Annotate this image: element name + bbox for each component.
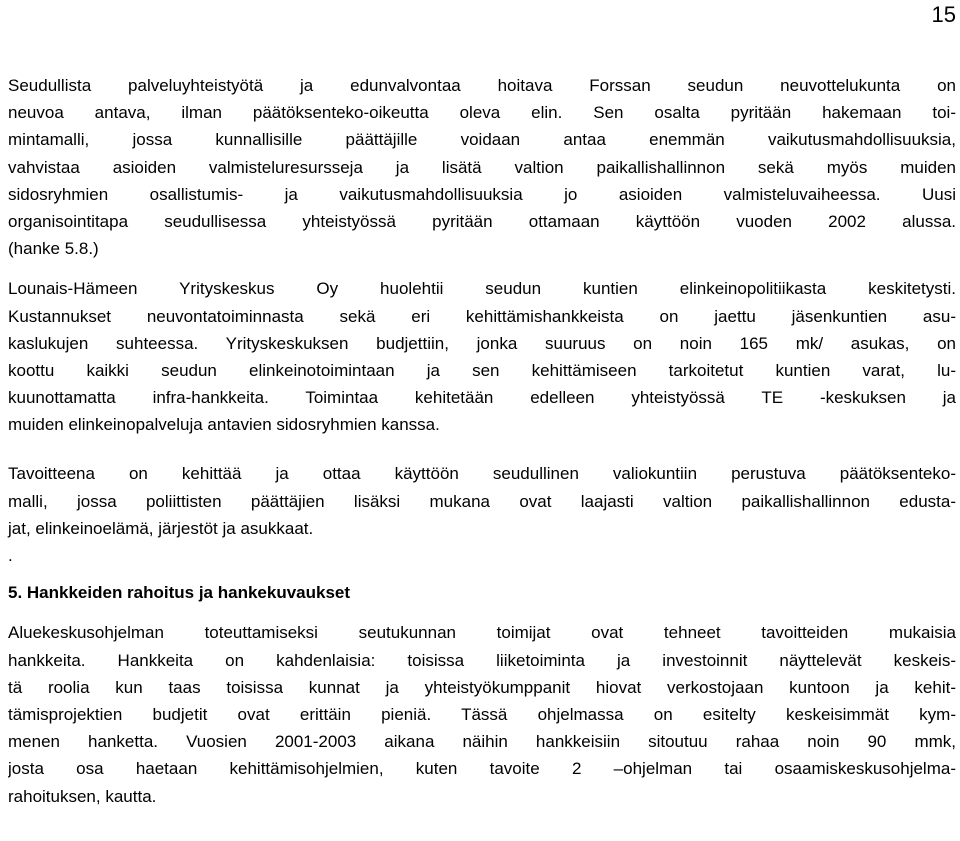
- paragraph-tavoitteena: [8, 460, 956, 569]
- text-line: mintamalli, jossa kunnallisille päättäjille voidaan antaa enemmän vaikutusmahdollisuuksia,: [8, 130, 956, 150]
- document-body: [8, 72, 956, 810]
- text-line: neuvoa antava, ilman päätöksenteko-oikeutta oleva elin. Sen osalta pyritään hakemaan toi-: [8, 103, 956, 123]
- text-line: kaslukujen suhteessa. Yrityskeskuksen budjettiin, jonka suuruus on noin 165 mk/ asukas, on: [8, 333, 956, 353]
- section-heading-block: [8, 579, 956, 606]
- text-line: jat, elinkeinoelämä, järjestöt ja asukkaat.: [8, 518, 314, 538]
- text-line: koottu kaikki seudun elinkeinotoimintaan ja sen kehittämiseen tarkoitetut kuntien varat, lu-: [8, 360, 956, 380]
- section-heading: 5. Hankkeiden rahoitus ja hankekuvaukset: [8, 583, 351, 603]
- text-line: Lounais-Hämeen Yrityskeskus Oy huolehtii seudun kuntien elinkeinopolitiikasta keskitetysti.: [8, 279, 956, 299]
- text-line: muiden elinkeinopalveluja antavien sidosryhmien kanssa.: [8, 415, 440, 435]
- paragraph-yrityskeskus: [8, 275, 956, 438]
- text-line: Tavoitteena on kehittää ja ottaa käyttöön seudullinen valiokuntiin perustuva päätöksenteko-: [8, 464, 956, 484]
- text-line: (hanke 5.8.): [8, 239, 99, 259]
- paragraph-aluekeskusohjelma: [8, 619, 956, 809]
- text-line: vahvistaa asioiden valmisteluresursseja ja lisätä valtion paikallishallinnon sekä myös muiden: [8, 157, 956, 177]
- page-number: 15: [931, 2, 956, 27]
- paragraph-gap: [8, 569, 956, 579]
- text-line: tämisprojektien budjetit ovat erittäin pieniä. Tässä ohjelmassa on esitelty keskeisimmät kym-: [8, 704, 956, 724]
- paragraph-gap: [8, 438, 956, 460]
- paragraph-gap: [8, 262, 956, 275]
- text-line: sidosryhmien osallistumis- ja vaikutusmahdollisuuksia jo asioiden valmisteluvaiheessa. Uusi: [8, 184, 956, 204]
- text-line: Aluekeskusohjelman toteuttamiseksi seutukunnan toimijat ovat tehneet tavoitteiden mukaisia: [8, 623, 956, 643]
- text-line: hankkeita. Hankkeita on kahdenlaisia: toisissa liiketoiminta ja investoinnit näyttelevät keskeis-: [8, 650, 956, 670]
- text-line: josta osa haetaan kehittämisohjelmien, kuten tavoite 2 –ohjelman tai osaamiskeskusohjelma-: [8, 759, 956, 779]
- paragraph-gap: [8, 606, 956, 619]
- text-line: tä roolia kun taas toisissa kunnat ja yhteistyökumppanit hiovat verkostojaan kuntoon ja kehit-: [8, 677, 956, 697]
- text-line: menen hanketta. Vuosien 2001-2003 aikana näihin hankkeisiin sitoutuu rahaa noin 90 mmk,: [8, 732, 956, 752]
- text-line: kuunottamatta infra-hankkeita. Toimintaa kehitetään edelleen yhteistyössä TE -keskuksen ja: [8, 388, 956, 408]
- text-line: organisointitapa seudullisessa yhteistyössä pyritään ottamaan käyttöön vuoden 2002 alussa.: [8, 211, 956, 231]
- paragraph-neuvottelukunta: [8, 72, 956, 262]
- text-line: malli, jossa poliittisten päättäjien lisäksi mukana ovat laajasti valtion paikallishallinnon edusta-: [8, 491, 956, 511]
- text-line: Kustannukset neuvontatoiminnasta sekä eri kehittämishankkeista on jaettu jäsenkuntien asu-: [8, 306, 956, 326]
- text-line: .: [8, 546, 13, 565]
- text-line: Seudullista palveluyhteistyötä ja edunvalvontaa hoitava Forssan seudun neuvottelukunta on: [8, 76, 956, 95]
- text-line: rahoituksen, kautta.: [8, 786, 157, 806]
